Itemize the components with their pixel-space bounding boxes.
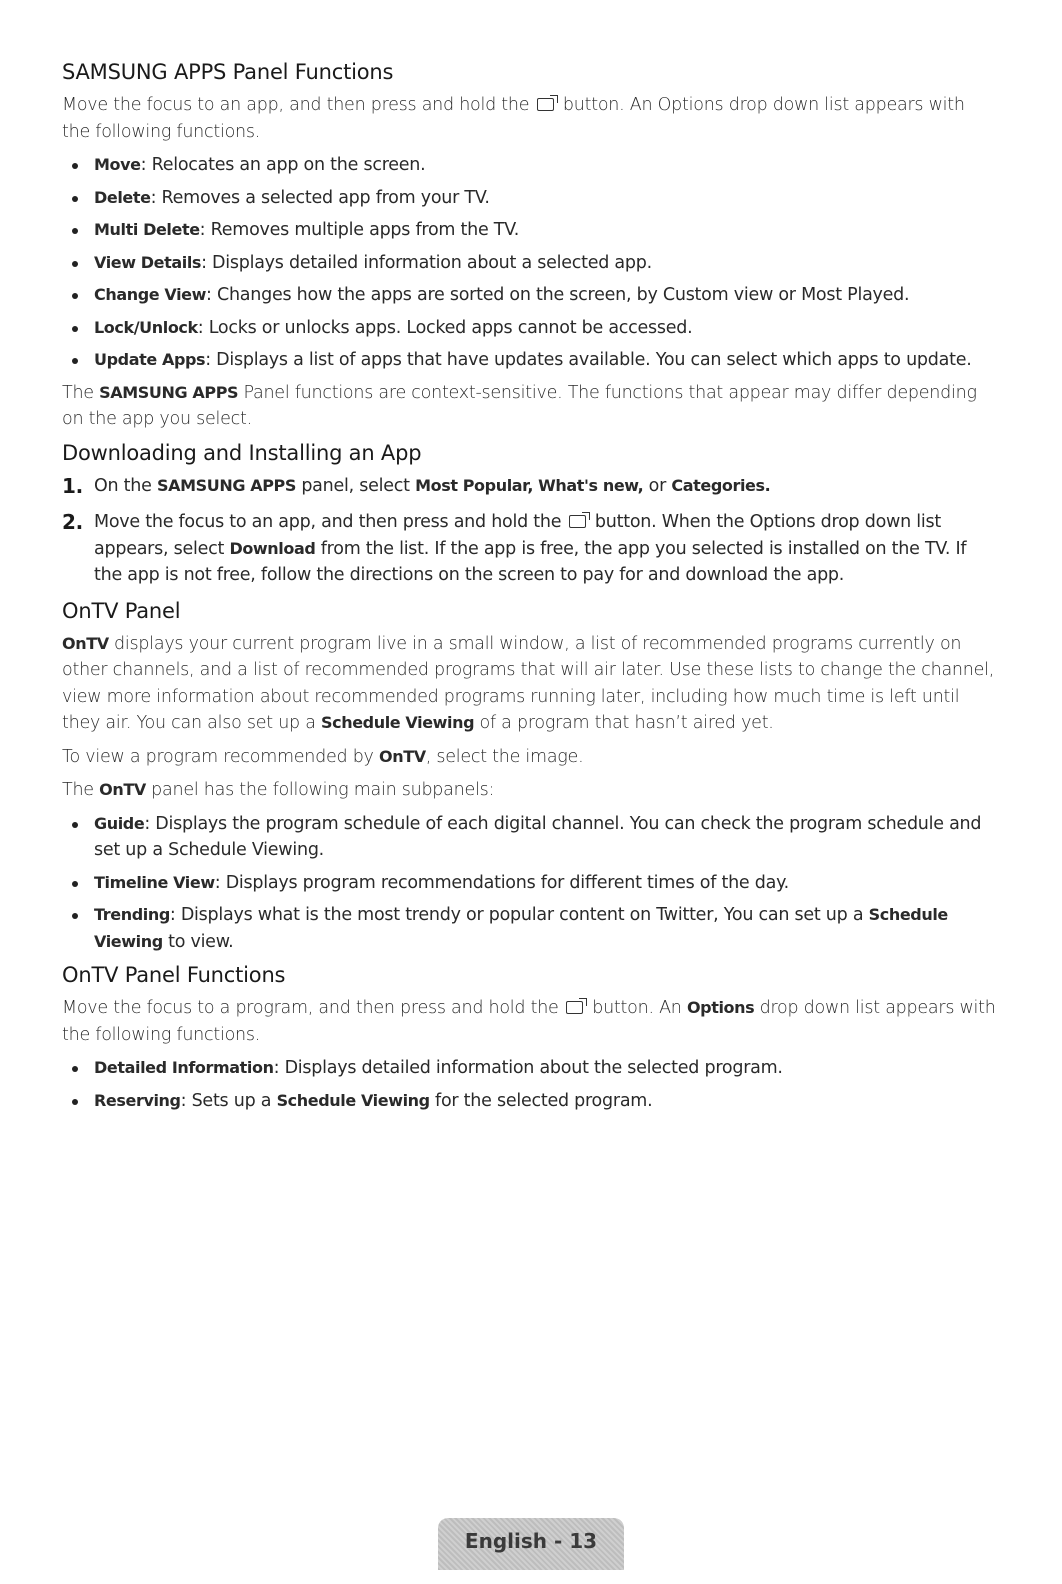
list-item: Guide: Displays the program schedule of each digital channel. You can check the program schedule and set up a Schedule Viewing. — [62, 811, 997, 864]
document-page — [62, 60, 997, 1120]
paragraph: OnTV displays your current program live in a small window, a list of recommended programs currently on other channels, and a list of recommended programs that will air later. Use these lists to change the channel, view more information about recommended programs running later, including how much time is left until they air. You can also set up a Schedule Viewing of a program that hasn’t aired yet. — [62, 633, 995, 733]
list-item: Detailed Information: Displays detailed information about the selected program. — [62, 1055, 997, 1082]
list-item: Change View: Changes how the apps are sorted on the screen, by Custom view or Most Played. — [62, 282, 997, 309]
steps-list — [62, 473, 997, 589]
paragraph: The OnTV panel has the following main subpanels: — [62, 780, 495, 800]
list-item: Move: Relocates an app on the screen. — [62, 152, 997, 179]
list-item: Timeline View: Displays program recommendations for different times of the day. — [62, 870, 997, 897]
section-title-downloading: Downloading and Installing an App — [62, 440, 422, 465]
list-item: Delete: Removes a selected app from your TV. — [62, 185, 997, 212]
context-note: The SAMSUNG APPS Panel functions are context-sensitive. The functions that appear may differ depending on the app you select. — [62, 382, 977, 429]
section-intro: Move the focus to an app, and then press and hold the button. An Options drop down list appears with the following functions. — [62, 95, 965, 142]
section-title-samsung-apps-functions: SAMSUNG APPS Panel Functions — [62, 60, 394, 84]
tools-button-icon — [569, 515, 586, 528]
section-title-ontv-panel: OnTV Panel — [62, 598, 181, 623]
paragraph: To view a program recommended by OnTV, select the image. — [62, 746, 584, 767]
function-list — [62, 1055, 997, 1114]
function-list — [62, 152, 997, 374]
section-title-ontv-functions: OnTV Panel Functions — [62, 963, 286, 987]
list-item: Lock/Unlock: Locks or unlocks apps. Locked apps cannot be accessed. — [62, 315, 997, 342]
list-item: Update Apps: Displays a list of apps that have updates available. You can select which apps to update. — [62, 347, 997, 374]
step-item: 1. On the SAMSUNG APPS panel, select Most Popular, What's new, or Categories. — [62, 473, 771, 498]
list-item: Multi Delete: Removes multiple apps from the TV. — [62, 217, 997, 244]
list-item: View Details: Displays detailed information about a selected app. — [62, 250, 997, 277]
tools-button-icon — [566, 1001, 583, 1014]
list-item: Reserving: Sets up a Schedule Viewing for the selected program. — [62, 1088, 997, 1115]
step-item: 2. Move the focus to an app, and then press and hold the button. When the Options drop down list appears, select Download from the list. If the app is free, the app you selected is installed on the TV. If the app is not free, follow the directions on the screen to pay for and download the app. — [62, 510, 967, 585]
list-item: Trending: Displays what is the most trendy or popular content on Twitter, You can set up a Schedule Viewing to view. — [62, 902, 997, 955]
page-number-tab: English - 13 — [438, 1518, 624, 1570]
subpanel-list — [62, 811, 997, 956]
section-intro: Move the focus to a program, and then press and hold the button. An Options drop down list appears with the following functions. — [62, 998, 996, 1045]
tools-button-icon — [537, 98, 554, 111]
